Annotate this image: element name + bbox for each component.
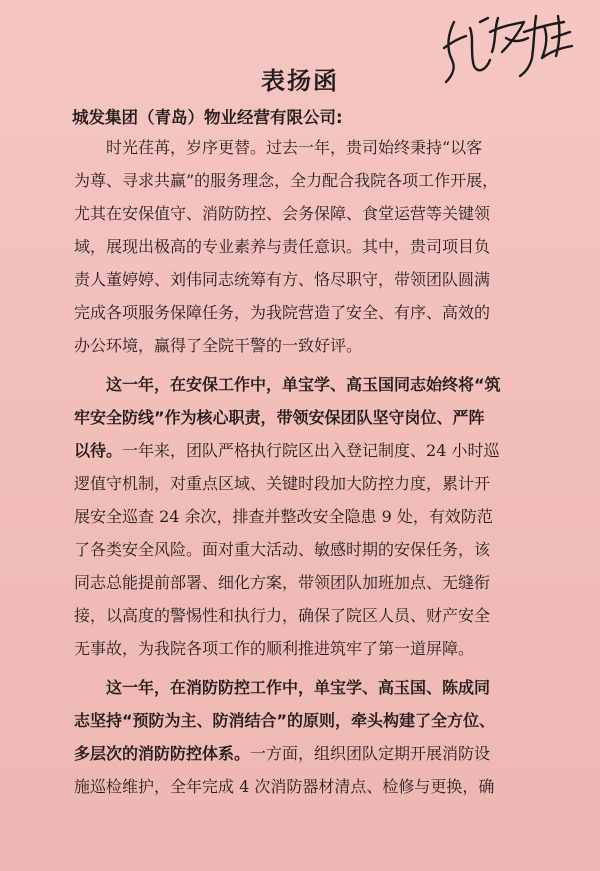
- body-line: 完成各项服务保障任务，为我院营造了安全、有序、高效的: [74, 303, 491, 322]
- body-line: 逻值守机制，对重点区域、关键时段加大防控力度，累计开: [74, 474, 491, 493]
- body-line: 志坚持“预防为主、防消结合”的原则，牵头构建了全方位、: [74, 711, 496, 730]
- body-line: 为尊、寻求共赢”的服务理念，全力配合我院各项工作开展，: [74, 171, 499, 190]
- body-line: 责人董婷婷、刘伟同志统筹有方、恪尽职守，带领团队圆满: [74, 270, 491, 289]
- body-line: 无事故，为我院各项工作的顺利推进筑牢了第一道屏障。: [74, 639, 475, 658]
- body-line: 同志总能提前部署、细化方案，带领团队加班加点、无缝衔: [74, 573, 491, 592]
- body-line: 这一年，在安保工作中，单宝学、高玉国同志始终将“筑: [106, 375, 501, 394]
- letter-title: 表扬函: [261, 67, 339, 95]
- body-line: 尤其在安保值守、消防防控、会务保障、食堂运营等关键领: [74, 204, 491, 223]
- recipient-salutation: 城发集团（青岛）物业经营有限公司:: [72, 108, 343, 127]
- body-line: 办公环境，赢得了全院干警的一致好评。: [74, 336, 363, 355]
- body-line: 展安全巡查 24 余次，排查并整改安全隐患 9 处，有效防范: [74, 507, 493, 526]
- body-line: 多层次的消防防控体系。一方面，组织团队定期开展消防设: [74, 744, 491, 763]
- body-line: 牢安全防线”作为核心职责，带领安保团队坚守岗位、严阵: [74, 408, 485, 427]
- body-line: 了各类安全风险。面对重大活动、敏感时期的安保任务，该: [74, 540, 491, 559]
- body-line: 时光荏苒，岁序更替。过去一年，贵司始终秉持“以客: [74, 138, 483, 157]
- body-line: 这一年，在消防防控工作中，单宝学、高玉国、陈成同: [106, 678, 491, 697]
- body-line: 以待。一年来，团队严格执行院区出入登记制度、24 小时巡: [74, 441, 500, 460]
- body-line: 域，展现出极高的专业素养与责任意识。其中，贵司项目负: [74, 237, 491, 256]
- body-line: 接，以高度的警惕性和执行力，确保了院区人员、财产安全: [74, 606, 491, 625]
- body-line: 施巡检维护，全年完成 4 次消防器材清点、检修与更换，确: [74, 777, 495, 796]
